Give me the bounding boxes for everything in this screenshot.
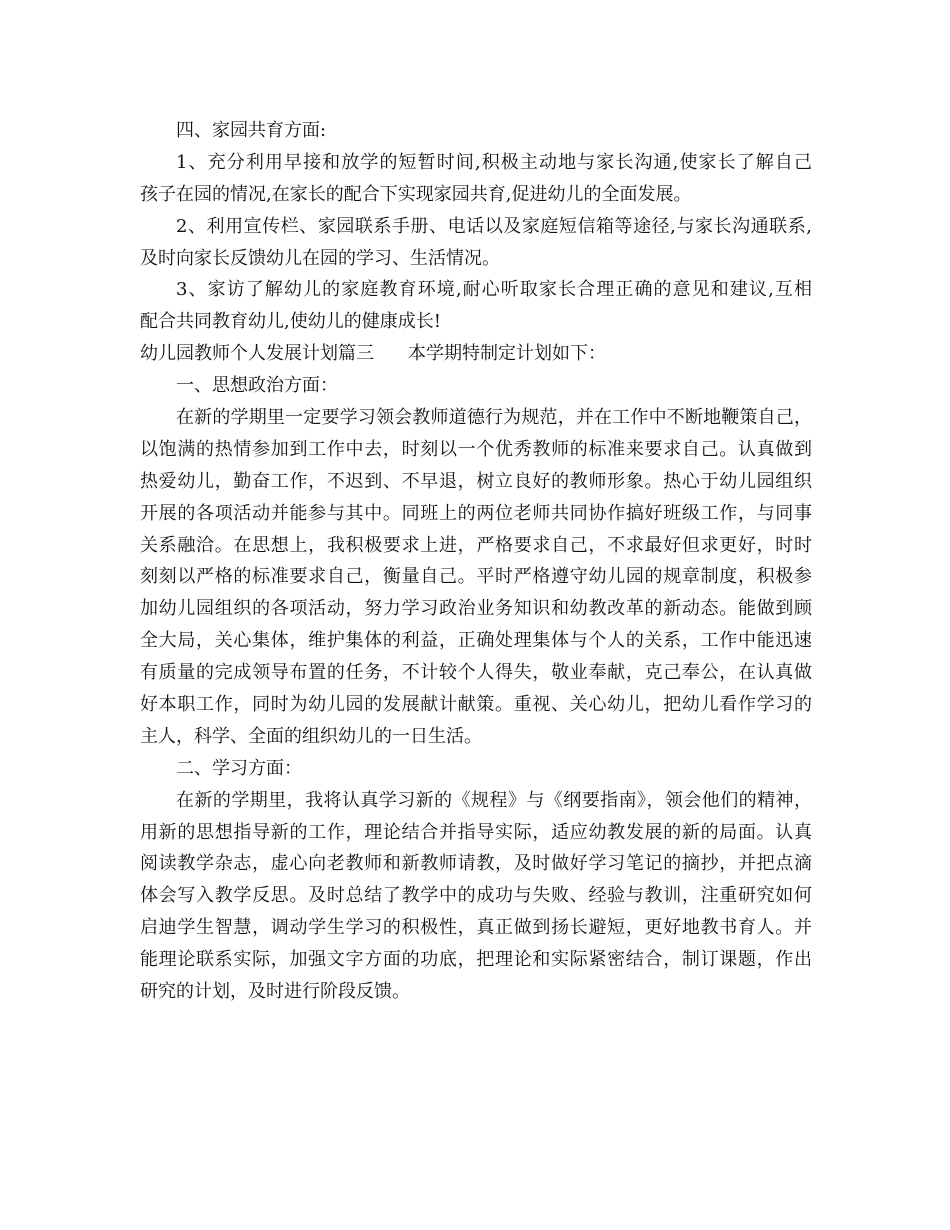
paragraph-line: 在新的学期里，我将认真学习新的《规程》与《纲要指南》，领会他们的精神， — [176, 789, 812, 811]
paragraph-line: 以饱满的热情参加到工作中去，时刻以一个优秀教师的标准来要求自己。认真做到 — [140, 438, 812, 460]
paragraph-line: 3、家访了解幼儿的家庭教育环境,耐心听取家长合理正确的意见和建议,互相 — [176, 279, 812, 301]
paragraph-line: 开展的各项活动并能参与其中。同班上的两位老师共同协作搞好班级工作，与同事 — [140, 502, 812, 524]
paragraph-line: 研究的计划，及时进行阶段反馈。 — [140, 981, 410, 1003]
paragraph-line: 启迪学生智慧，调动学生学习的积极性，真正做到扬长避短，更好地教书育人。并 — [140, 917, 812, 939]
paragraph-line: 在新的学期里一定要学习领会教师道德行为规范，并在工作中不断地鞭策自己， — [176, 407, 812, 429]
paragraph-line: 1、充分利用早接和放学的短暂时间,积极主动地与家长沟通,使家长了解自己 — [176, 151, 812, 173]
paragraph-line: 能理论联系实际，加强文字方面的功底，把理论和实际紧密结合，制订课题，作出 — [140, 949, 812, 971]
paragraph-line: 好本职工作，同时为幼儿园的发展献计献策。重视、关心幼儿，把幼儿看作学习的 — [140, 694, 812, 716]
plan-title: 幼儿园教师个人发展计划篇三 — [140, 343, 374, 365]
paragraph-line: 全大局，关心集体，维护集体的利益，正确处理集体与个人的关系，工作中能迅速 — [140, 630, 812, 652]
section-heading-political: 一、思想政治方面： — [176, 375, 338, 397]
paragraph-line: 孩子在园的情况,在家长的配合下实现家园共育,促进幼儿的全面发展。 — [140, 183, 692, 205]
paragraph-line: 体会写入教学反思。及时总结了教学中的成功与失败、经验与教训，注重研究如何 — [140, 885, 812, 907]
paragraph-line: 主人，科学、全面的组织幼儿的一日生活。 — [140, 725, 482, 747]
paragraph-line: 及时向家长反馈幼儿在园的学习、生活情况。 — [140, 247, 500, 269]
plan-title-line — [140, 338, 812, 370]
paragraph-line: 有质量的完成领导布置的任务，不计较个人得失，敬业奉献，克己奉公，在认真做 — [140, 662, 812, 684]
section-heading-home-school: 四、家园共育方面: — [176, 120, 327, 141]
section-heading-study: 二、学习方面： — [176, 757, 302, 779]
plan-intro: 本学期特制定计划如下： — [408, 343, 606, 365]
paragraph-line: 加幼儿园组织的各项活动，努力学习政治业务知识和幼教改革的新动态。能做到顾 — [140, 598, 812, 620]
paragraph-line: 配合共同教育幼儿,使幼儿的健康成长! — [140, 311, 441, 333]
paragraph-line: 用新的思想指导新的工作，理论结合并指导实际，适应幼教发展的新的局面。认真 — [140, 821, 812, 843]
paragraph-line: 关系融洽。在思想上，我积极要求上进，严格要求自己，不求最好但求更好，时时 — [140, 534, 812, 556]
paragraph-line: 阅读教学杂志，虚心向老教师和新教师请教，及时做好学习笔记的摘抄，并把点滴 — [140, 853, 812, 875]
paragraph-line: 热爱幼儿，勤奋工作，不迟到、不早退，树立良好的教师形象。热心于幼儿园组织 — [140, 470, 812, 492]
paragraph-line: 2、利用宣传栏、家园联系手册、电话以及家庭短信箱等途径,与家长沟通联系, — [176, 215, 812, 237]
document-body — [140, 115, 812, 1008]
paragraph-line: 刻刻以严格的标准要求自己，衡量自己。平时严格遵守幼儿园的规章制度，积极参 — [140, 566, 812, 588]
